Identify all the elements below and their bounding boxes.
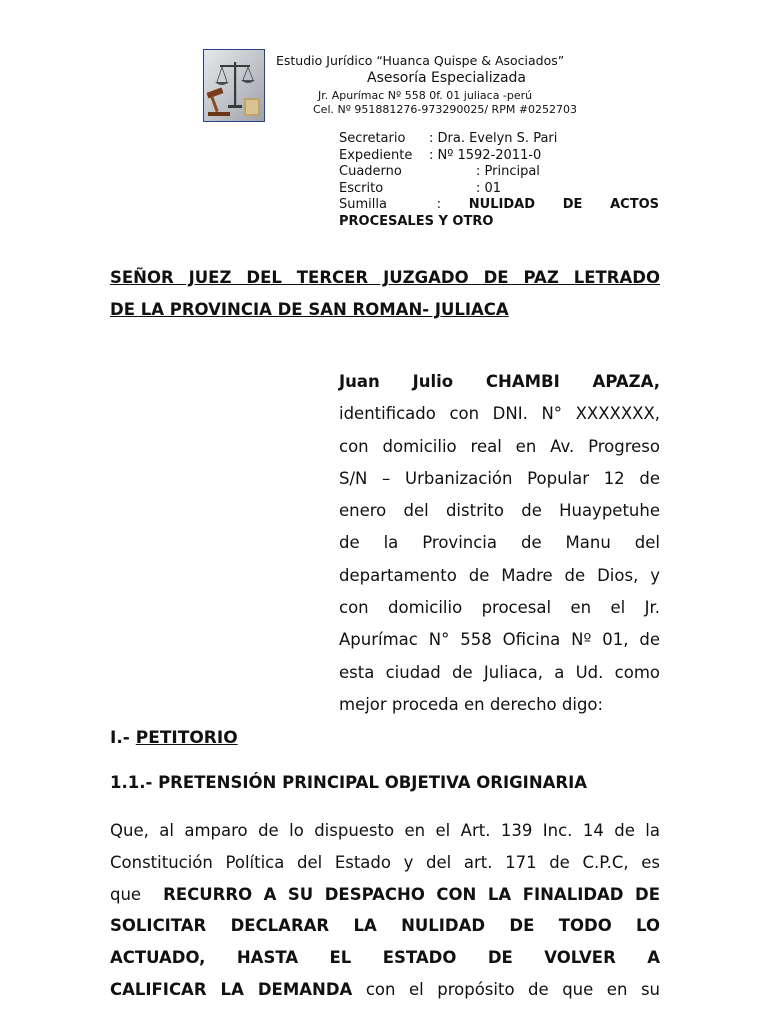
cuaderno-value: : Principal	[476, 164, 540, 179]
sumilla-word: DE	[562, 197, 583, 212]
party-line: identificado con DNI. N° XXXXXXX,	[339, 404, 660, 424]
paragraph-text: que	[110, 884, 142, 904]
paragraph-bold-text: RECURRO A SU DESPACHO CON LA FINALIDAD DE	[163, 884, 661, 904]
secretario-value: : Dra. Evelyn S. Pari	[429, 131, 558, 146]
paragraph-bold-text: CALIFICAR LA DEMANDA	[110, 979, 353, 999]
subsection-heading: 1.1.- PRETENSIÓN PRINCIPAL OBJETIVA ORIGINARIA	[110, 773, 588, 792]
addressee-heading	[110, 262, 660, 326]
section-title: PETITORIO	[135, 728, 238, 748]
party-line: mejor proceda en derecho digo:	[339, 694, 604, 714]
party-name: Juan Julio CHAMBI APAZA,	[339, 372, 660, 391]
cuaderno-row	[339, 164, 659, 181]
party-identification	[339, 366, 660, 721]
paragraph-bold-text: ACTUADO, HASTA EL ESTADO DE VOLVER A	[110, 948, 660, 968]
paragraph-line	[110, 942, 660, 974]
scales-of-justice-icon	[204, 50, 264, 121]
sumilla-label: Sumilla	[339, 197, 387, 212]
secretario-row	[339, 131, 659, 148]
sumilla-continuation: PROCESALES Y OTRO	[339, 213, 494, 229]
sumilla-word: ACTOS	[610, 197, 659, 212]
party-line: de la Provincia de Manu del	[339, 533, 660, 553]
paragraph-text: con el propósito de que en su	[365, 979, 660, 999]
paragraph-line: Que, al amparo de lo dispuesto en el Art. 139 Inc. 14 de la	[110, 821, 660, 840]
paragraph-line: Constitución Política del Estado y del art. 171 de C.P.C, es	[110, 852, 660, 872]
cuaderno-label: Cuaderno	[339, 164, 402, 179]
party-line: S/N – Urbanización Popular 12 de	[339, 468, 660, 488]
expediente-row	[339, 148, 659, 165]
paragraph-line	[110, 879, 660, 911]
law-firm-logo	[203, 49, 265, 122]
firm-tagline: Asesoría Especializada	[367, 70, 526, 86]
sumilla-row	[339, 197, 659, 214]
party-line: enero del distrito de Huaypetuhe	[339, 501, 660, 521]
escrito-row	[339, 181, 659, 198]
party-line: con domicilio real en Av. Progreso	[339, 436, 660, 456]
paragraph-line	[110, 910, 660, 942]
party-line: esta ciudad de Juliaca, a Ud. como	[339, 662, 660, 682]
expediente-value: : Nº 1592-2011-0	[429, 147, 542, 163]
firm-name: Estudio Jurídico “Huanca Quispe & Asociados”	[276, 53, 565, 68]
firm-phones: Cel. Nº 951881276-973290025/ RPM #0252703	[313, 103, 578, 116]
paragraph-line	[110, 974, 660, 1006]
firm-address: Jr. Apurímac Nº 558 0f. 01 juliaca -perú	[318, 89, 533, 102]
section-heading	[110, 728, 238, 748]
addressee-line: DE LA PROVINCIA DE SAN ROMAN- JULIACA	[110, 300, 509, 319]
escrito-value: : 01	[476, 180, 502, 196]
sumilla-word: NULIDAD	[468, 197, 535, 212]
party-line: Apurímac N° 558 Oficina Nº 01, de	[339, 630, 660, 650]
sumilla-colon: :	[436, 197, 442, 212]
section-number: I.-	[110, 728, 130, 748]
secretario-label: Secretario	[339, 131, 406, 146]
expediente-label: Expediente	[339, 147, 413, 163]
escrito-label: Escrito	[339, 180, 384, 196]
paragraph-bold-text: SOLICITAR DECLARAR LA NULIDAD DE TODO LO	[110, 916, 660, 936]
party-line: departamento de Madre de Dios, y	[339, 565, 660, 585]
addressee-line: SEÑOR JUEZ DEL TERCER JUZGADO DE PAZ LETRADO	[110, 268, 660, 287]
party-line: con domicilio procesal en el Jr.	[339, 598, 660, 618]
case-metadata	[339, 131, 659, 230]
petition-paragraph	[110, 815, 660, 1006]
